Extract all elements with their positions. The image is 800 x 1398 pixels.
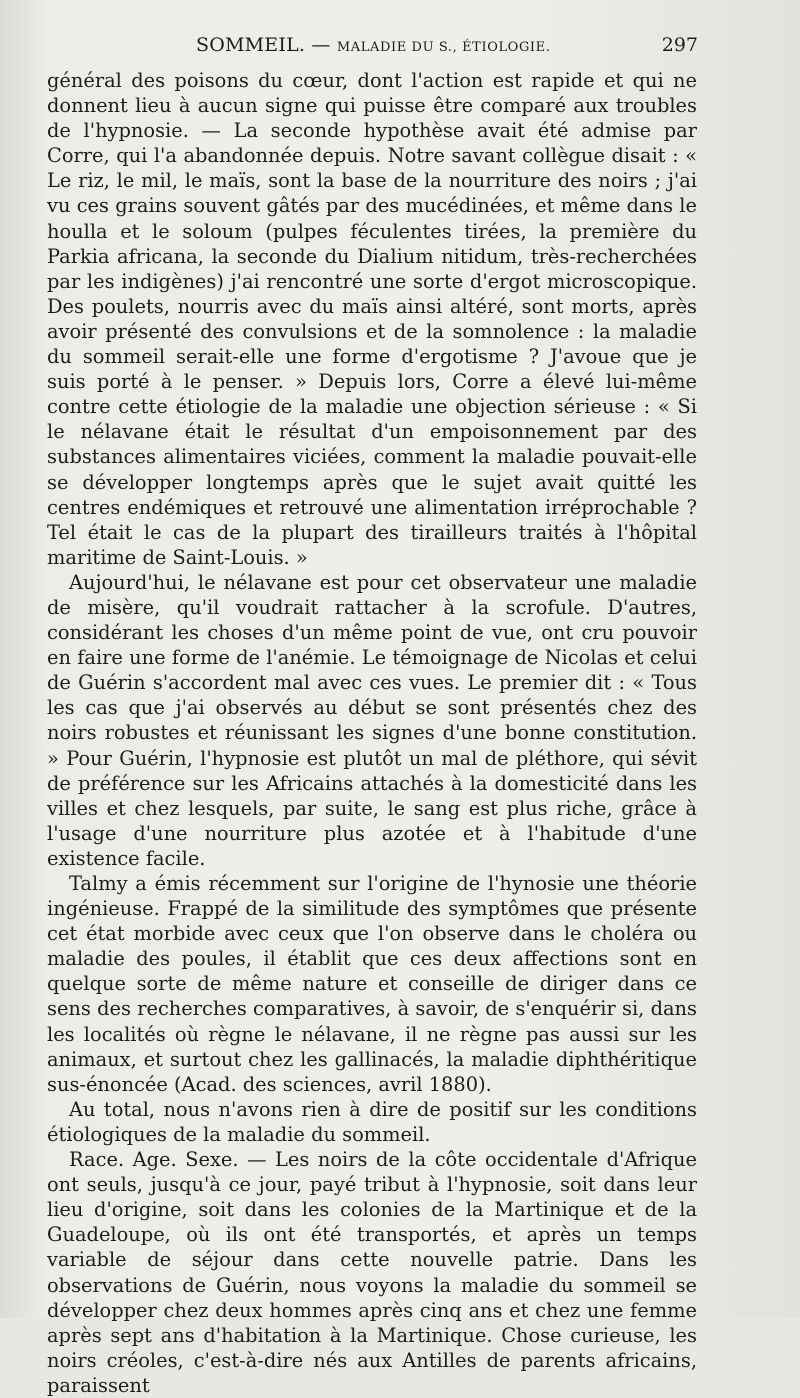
- page-header: [46, 34, 698, 64]
- page-number: 297: [661, 34, 698, 56]
- running-head: [196, 34, 550, 56]
- header-dash: —: [311, 34, 331, 56]
- paragraph-4: Au total, nous n'avons rien à dire de positif sur les conditions étiologiques de la maladie du sommeil.: [47, 1097, 697, 1146]
- header-subtitle: MALADIE DU S., ÉTIOLOGIE.: [336, 40, 551, 55]
- paragraph-3: Talmy a émis récemment sur l'origine de l'hynosie une théorie ingénieuse. Frappé de la similitude des symptômes que présente cet état morbide avec ceux que l'on observe dans le choléra ou maladie des poules, il établit que ces deux affections sont en quelque sorte de même nature et conseille de diriger dans ce sens des recherches comparatives, à savoir, de s'enquérir si, dans les localités où règne le nélavane, il ne règne pas aussi sur les animaux, et surtout chez les gallinacés, la maladie diphthéritique sus-énoncée (Acad. des sciences, avril 1880).: [47, 872, 697, 1096]
- body-text: [47, 68, 697, 1398]
- header-title: SOMMEIL.: [196, 34, 306, 56]
- paragraph-1: général des poisons du cœur, dont l'action est rapide et qui ne donnent lieu à aucun signe qui puisse être comparé aux troubles de l'hypnosie. — La seconde hypothèse avait été admise par Corre, qui l'a abandonnée depuis. Notre savant collègue disait : « Le riz, le mil, le maïs, sont la base de la nourriture des noirs ; j'ai vu ces grains souvent gâtés par des mucédinées, et même dans le houlla et le soloum (pulpes féculentes tirées, la première du Parkia africana, la seconde du Dialium nitidum, très-recherchées par les indigènes) j'ai rencontré une sorte d'ergot microscopique. Des poulets, nourris avec du maïs ainsi altéré, sont morts, après avoir présenté des convulsions et de la somnolence : la maladie du sommeil serait-elle une forme d'ergotisme ? J'avoue que je suis porté à le penser. » Depuis lors, Corre a élevé lui-même contre cette étiologie de la maladie une objection sérieuse : « Si le nélavane était le résultat d'un empoisonnement par des substances alimentaires viciées, comment la maladie pouvait-elle se développer longtemps après que le sujet avait quitté les centres endémiques et retrouvé une alimentation irréprochable ? Tel était le cas de la plupart des tirailleurs traités à l'hôpital maritime de Saint-Louis. »: [47, 69, 697, 569]
- paragraph-2: Aujourd'hui, le nélavane est pour cet observateur une maladie de misère, qu'il voudrait rattacher à la scrofule. D'autres, considérant les choses d'un même point de vue, ont cru pouvoir en faire une forme de l'anémie. Le témoignage de Nicolas et celui de Guérin s'accordent mal avec ces vues. Le premier dit : « Tous les cas que j'ai observés au début se sont présentés chez des noirs robustes et réunissant les signes d'une bonne constitution. » Pour Guérin, l'hypnosie est plutôt un mal de pléthore, qui sévit de préférence sur les Africains attachés à la domesticité dans les villes et chez lesquels, par suite, le sang est plus riche, grâce à l'usage d'une nourriture plus azotée et à l'habitude d'une existence facile.: [47, 570, 697, 870]
- paragraph-5: Race. Age. Sexe. — Les noirs de la côte occidentale d'Afrique ont seuls, jusqu'à ce jour, payé tribut à l'hypnosie, soit dans leur lieu d'origine, soit dans les colonies de la Martinique et de la Guadeloupe, où ils ont été transportés, et après un temps variable de séjour dans cette nouvelle patrie. Dans les observations de Guérin, nous voyons la maladie du sommeil se développer chez deux hommes après cinq ans et chez une femme après sept ans d'habitation à la Martinique. Chose curieuse, les noirs créoles, c'est-à-dire nés aux Antilles de parents africains, paraissent: [47, 1148, 697, 1397]
